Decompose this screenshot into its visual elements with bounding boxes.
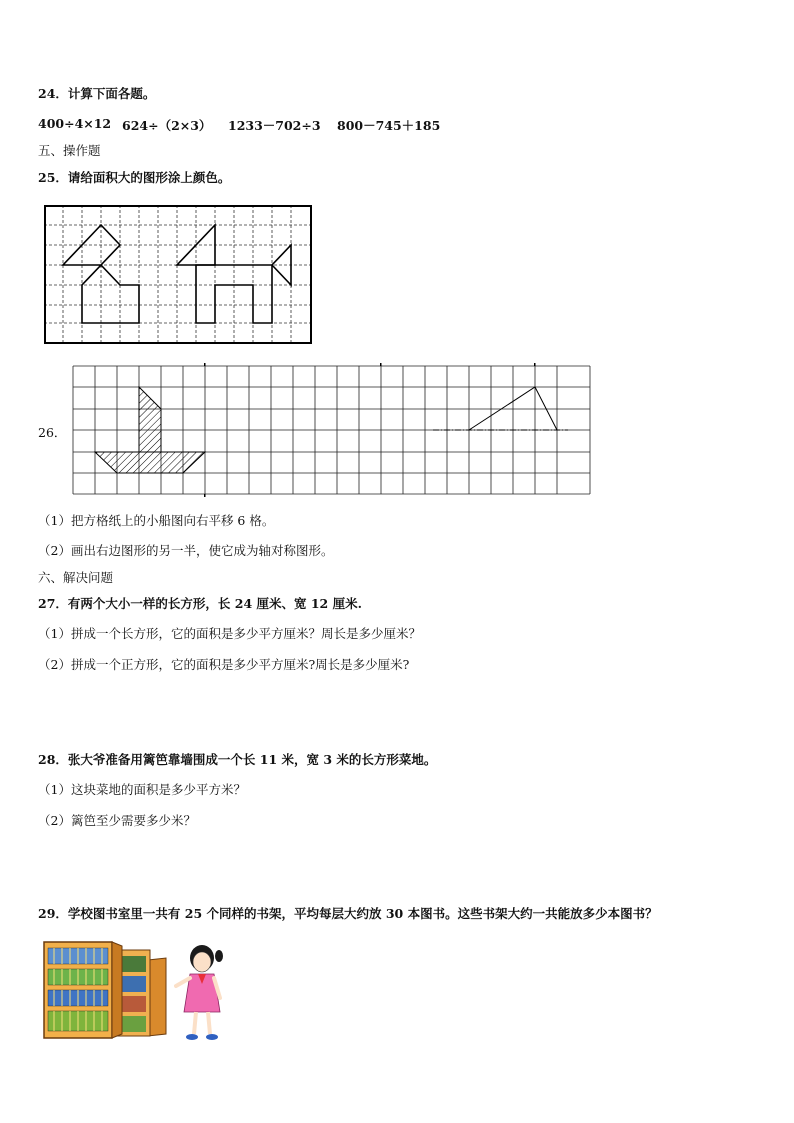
q24-expression-3: 1233－702÷3 [228, 118, 321, 133]
q29-title: 29．学校图书室里一共有 25 个同样的书架，平均每层大约放 30 本图书。这些书架大约一共能放多少本图书？ [38, 906, 658, 921]
q25-grid-figure [44, 205, 314, 345]
q26-half-figure [433, 387, 568, 430]
q24-expression-2: 624÷（2×3） [122, 118, 212, 133]
q28-title: 28．张大爷准备用篱笆靠墙围成一个长 11 米，宽 3 米的长方形菜地。 [38, 752, 437, 767]
q26-number: 26． [38, 425, 67, 440]
q27-sub1: （1）拼成一个长方形，它的面积是多少平方厘米？周长是多少厘米？ [38, 626, 421, 641]
bookshelf-icon [44, 942, 166, 1038]
q24-expression-4: 800－745＋185 [337, 118, 441, 133]
q25-title: 25．请给面积大的图形涂上颜色。 [38, 170, 231, 185]
section-6-heading: 六、解决问题 [38, 570, 114, 585]
q26-grid-figure [73, 363, 593, 497]
q27-title: 27．有两个大小一样的长方形，长 24 厘米、宽 12 厘米. [38, 596, 362, 611]
q27-sub2: （2）拼成一个正方形，它的面积是多少平方厘米?周长是多少厘米? [38, 657, 410, 672]
q28-sub2: （2）篱笆至少需要多少米？ [38, 813, 196, 828]
q26-sub1: （1）把方格纸上的小船图向右平移 6 格。 [38, 513, 275, 528]
q26-sub2: （2）画出右边图形的另一半，使它成为轴对称图形。 [38, 543, 334, 558]
girl-icon [176, 945, 223, 1040]
bookshelf-girl-illustration [42, 938, 228, 1044]
q25-shape-left [63, 225, 139, 323]
q28-sub1: （1）这块菜地的面积是多少平方米？ [38, 782, 246, 797]
q24-expression-1: 400÷4×12 [38, 116, 112, 131]
section-5-heading: 五、操作题 [38, 143, 101, 158]
q24-title: 24．计算下面各题。 [38, 86, 156, 101]
